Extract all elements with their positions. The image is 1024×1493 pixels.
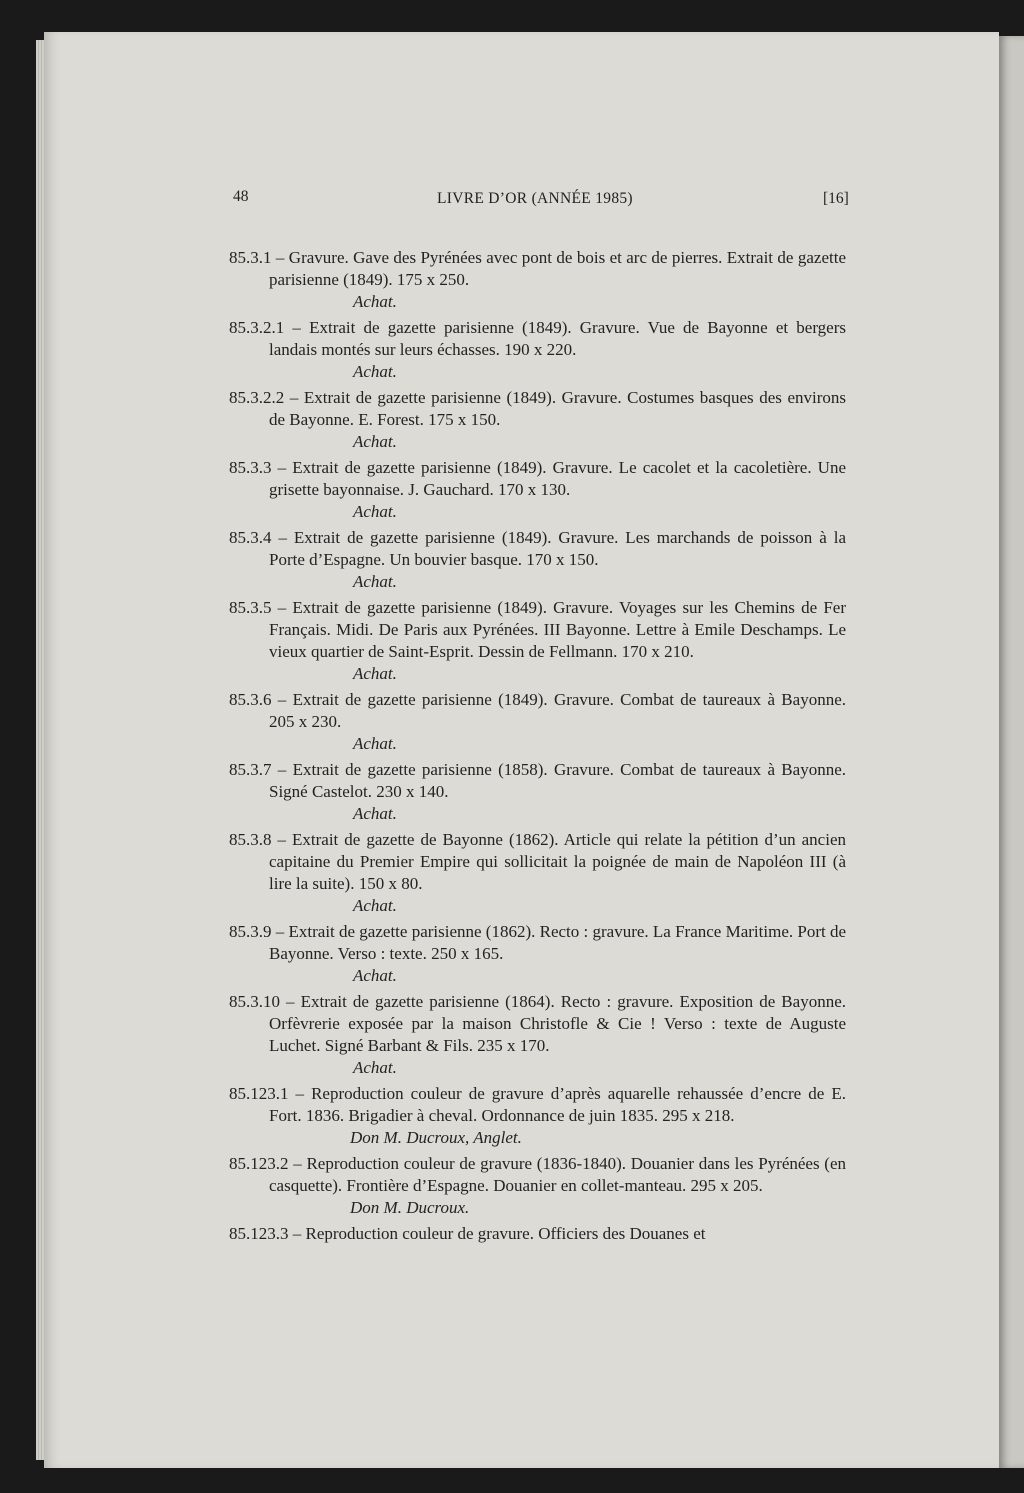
catalog-entry-85-3-6 [229, 689, 846, 755]
facing-page-edge [999, 36, 1024, 1468]
entry-source: Achat. [353, 572, 397, 591]
entry-text: 85.3.9 – Extrait de gazette parisienne (1862). Recto : gravure. La France Maritime. Port de Bayonne. Verso : texte. 250 x 165. [229, 922, 846, 963]
catalog-entry-85-3-1 [229, 247, 846, 313]
entry-text: 85.123.1 – Reproduction couleur de gravure d’après aquarelle rehaussée d’encre de E. Fort. 1836. Brigadier à cheval. Ordonnance de juin 1835. 295 x 218. [229, 1084, 846, 1125]
entry-text: 85.3.1 – Gravure. Gave des Pyrénées avec pont de bois et arc de pierres. Extrait de gazette parisienne (1849). 175 x 250. [229, 248, 846, 289]
entry-text: 85.3.2.2 – Extrait de gazette parisienne (1849). Gravure. Costumes basques des environs de Bayonne. E. Forest. 175 x 150. [229, 388, 846, 429]
running-header [0, 188, 1024, 212]
entry-source: Achat. [353, 362, 397, 381]
catalog-entry-85-3-2-2 [229, 387, 846, 453]
entry-text: 85.3.8 – Extrait de gazette de Bayonne (1862). Article qui relate la pétition d’un ancien capitaine du Premier Empire qui sollicitait la poignée de main de Napoléon III (à lire la suite). 150 x 80. [229, 830, 846, 893]
entry-text: 85.3.3 – Extrait de gazette parisienne (1849). Gravure. Le cacolet et la cacoletière. Une grisette bayonnaise. J. Gauchard. 170 x 130. [229, 458, 846, 499]
entry-source: Don M. Ducroux, Anglet. [350, 1128, 522, 1147]
entry-text: 85.3.10 – Extrait de gazette parisienne (1864). Recto : gravure. Exposition de Bayonne. Orfèvrerie exposée par la maison Christofle & Cie ! Verso : texte de Auguste Luchet. Signé Barbant & Fils. 235 x 170. [229, 992, 846, 1055]
entry-source: Achat. [353, 432, 397, 451]
page-number: 48 [233, 188, 249, 205]
catalog-entry-85-3-2-1 [229, 317, 846, 383]
catalog-entry-85-3-5 [229, 597, 846, 685]
entry-source: Achat. [353, 896, 397, 915]
entry-text: 85.123.2 – Reproduction couleur de gravure (1836-1840). Douanier dans les Pyrénées (en casquette). Frontière d’Espagne. Douanier en collet-manteau. 295 x 205. [229, 1154, 846, 1195]
entry-text: 85.3.5 – Extrait de gazette parisienne (1849). Gravure. Voyages sur les Chemins de Fer Français. Midi. De Paris aux Pyrénées. III Bayonne. Lettre à Emile Deschamps. Le vieux quartier de Saint-Esprit. Dessin de Fellmann. 170 x 210. [229, 598, 846, 661]
entry-source: Achat. [353, 966, 397, 985]
catalog-entry-85-3-3 [229, 457, 846, 523]
catalog-entry-85-3-10 [229, 991, 846, 1079]
catalog-entry-85-3-7 [229, 759, 846, 825]
catalog-entry-85-3-8 [229, 829, 846, 917]
entry-source: Achat. [353, 734, 397, 753]
catalog-entry-85-3-4 [229, 527, 846, 593]
catalog-entry-85-123-3 [229, 1223, 846, 1245]
section-reference: [16] [823, 190, 849, 207]
entry-source: Achat. [353, 292, 397, 311]
catalog-entry-85-3-9 [229, 921, 846, 987]
entry-source: Achat. [353, 664, 397, 683]
catalog-entry-85-123-1 [229, 1083, 846, 1149]
catalog-entries [229, 247, 846, 1249]
running-title: LIVRE D’OR (ANNÉE 1985) [437, 190, 633, 207]
catalog-entry-85-123-2 [229, 1153, 846, 1219]
entry-source: Achat. [353, 804, 397, 823]
entry-source: Achat. [353, 502, 397, 521]
entry-text: 85.3.2.1 – Extrait de gazette parisienne (1849). Gravure. Vue de Bayonne et bergers landais montés sur leurs échasses. 190 x 220. [229, 318, 846, 359]
entry-text: 85.3.7 – Extrait de gazette parisienne (1858). Gravure. Combat de taureaux à Bayonne. Signé Castelot. 230 x 140. [229, 760, 846, 801]
entry-text: 85.123.3 – Reproduction couleur de gravure. Officiers des Douanes et [229, 1224, 706, 1243]
entry-text: 85.3.6 – Extrait de gazette parisienne (1849). Gravure. Combat de taureaux à Bayonne. 205 x 230. [229, 690, 846, 731]
entry-source: Achat. [353, 1058, 397, 1077]
entry-source: Don M. Ducroux. [350, 1198, 470, 1217]
entry-text: 85.3.4 – Extrait de gazette parisienne (1849). Gravure. Les marchands de poisson à la Porte d’Espagne. Un bouvier basque. 170 x 150. [229, 528, 846, 569]
